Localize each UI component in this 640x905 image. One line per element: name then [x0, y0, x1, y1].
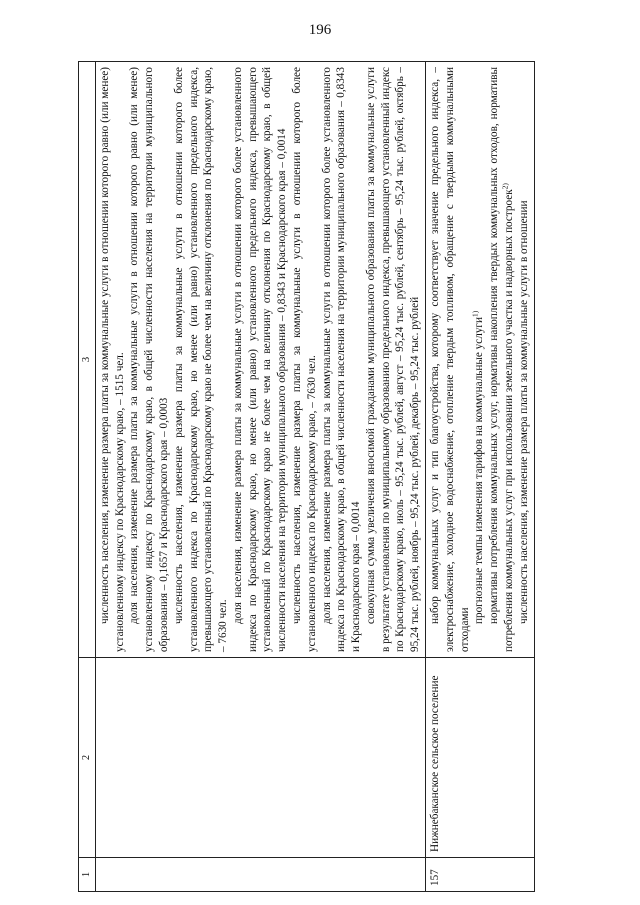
paragraph: численность населения, изменение размера платы за коммунальные услуги в отношении которого более установленного индекса по Краснодарскому краю, – 7630 чел.	[291, 67, 318, 652]
cell-settlement-name: Нижнебаканское сельское поселение	[426, 658, 534, 858]
paragraph	[472, 67, 487, 652]
cell-num-empty	[95, 858, 425, 892]
header-col-3: 3	[79, 62, 96, 658]
tariff-table	[78, 61, 535, 892]
cell-details	[95, 62, 425, 658]
paragraph: совокупная сумма увеличения вносимой гражданами муниципального образования платы за коммунальные услуги в результате установления по муниципальному образованию предельного индекса, превышающего установленный индекс по Краснодарскому краю, июль – 95,24 тыс. рублей, август – 95,24 тыс. рублей, сентябрь – 95,24 тыс. рублей, октябрь – 95,24 тыс. рублей, ноябрь – 95,24 тыс. рублей, декабрь – 95,24 тыс. рублей	[364, 67, 422, 652]
cell-name-empty	[95, 658, 425, 858]
paragraph-text: набор коммунальных услуг и тип благоустройства, которому соответствует значение предельного индекса, – электроснабжение, холодное водоснабжение, отопление твердым топливом, обращение с твердыми коммунальными отходами	[429, 67, 471, 652]
paragraph: численность населения, изменение размера платы за коммунальные услуги в отношении которого равно (или менее) установленному индексу по Краснодарскому краю, – 1515 чел.	[98, 67, 126, 652]
paragraph-text: нормативы потребления коммунальных услуг, нормативы накопления твердых коммунальных отходов, нормативы потребления коммунальных услуг при использовании земельного участка и надворных построек	[488, 67, 515, 652]
table-header-row	[79, 62, 96, 892]
footnote-marker: 2)	[500, 183, 510, 190]
paragraph	[428, 67, 472, 652]
paragraph: доля населения, изменение размера платы за коммунальные услуги в отношении которого равно (или менее) установленному индексу по Краснодарскому краю, в общей численности населения на территории муниципального образования – 0,1657 и Краснодарского края – 0,0003	[128, 67, 170, 652]
cell-row-number: 157	[426, 858, 534, 892]
paragraph: численность населения, изменение размера платы за коммунальные услуги в отношении которого более установленного индекса по Краснодарскому краю, но менее (или равно) установленного предельного индекса, превышающего установленный по Краснодарскому краю не более чем на величину отклонения по Краснодарскому краю, – 7630 чел.	[172, 67, 230, 652]
paragraph	[487, 67, 517, 652]
paragraph: доля населения, изменение размера платы за коммунальные услуги в отношении которого более установленного индекса по Краснодарскому краю, в общей численности населения на территории муниципального образования – 0,8343 и Краснодарского края – 0,0014	[320, 67, 363, 652]
header-col-1: 1	[79, 858, 96, 892]
paragraph-text: прогнозные темпы изменения тарифов на коммунальные услуги	[473, 317, 486, 624]
page-number: 196	[308, 22, 332, 38]
paragraph-text: численность населения, изменение размера платы за коммунальные услуги в отношении	[517, 200, 530, 624]
rotated-table-area	[78, 62, 598, 892]
paragraph: доля населения, изменение размера платы за коммунальные услуги в отношении которого более установленного индекса по Краснодарскому краю, но менее (или равно) установленного предельного индекса, превышающего установленный по Краснодарскому краю не более чем на величину отклонения по Краснодарскому краю, в общей численности населения на территории муниципального образования – 0,8343 и Краснодарского края – 0,0014	[231, 67, 289, 652]
paragraph	[517, 67, 532, 652]
cell-details	[426, 62, 534, 658]
table-row-continued	[95, 62, 425, 892]
table-row-157	[426, 62, 534, 892]
rotated-table-frame	[78, 62, 598, 892]
footnote-marker: 1)	[470, 310, 480, 318]
header-col-2: 2	[79, 658, 96, 858]
